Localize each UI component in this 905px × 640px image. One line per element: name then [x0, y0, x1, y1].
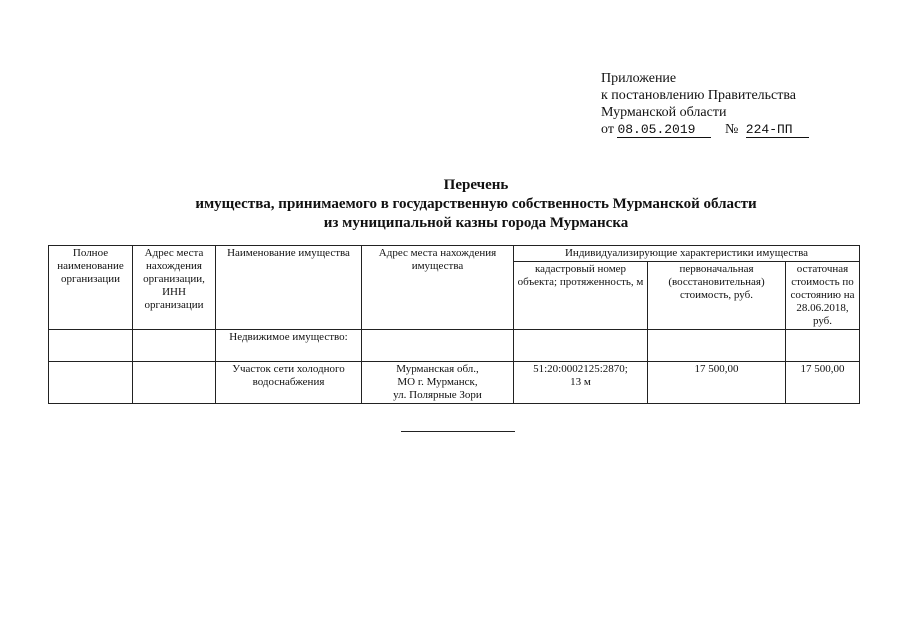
- date-value: 08.05.2019: [617, 122, 696, 137]
- address-line: ул. Полярные Зори: [393, 389, 482, 401]
- header-row: [49, 246, 860, 262]
- cell-property-address: [362, 362, 514, 404]
- table-row: [49, 362, 860, 404]
- number-sign: №: [724, 122, 739, 137]
- title-line-3: из муниципальной казны города Мурманска: [323, 215, 629, 231]
- number-field: [746, 122, 809, 138]
- appendix-date-line: [601, 121, 809, 138]
- table-cell: [786, 330, 860, 362]
- header-org-name: Полное наименование организации: [49, 246, 133, 330]
- document-title: [0, 176, 905, 233]
- address-line: МО г. Мурманск,: [397, 376, 478, 388]
- number-value: 224-ПП: [745, 122, 793, 137]
- table-cell: [133, 330, 216, 362]
- cadastral-number: 51:20:0002125:2870;: [533, 363, 628, 375]
- table-cell: [514, 330, 648, 362]
- length-value: 13 м: [570, 376, 591, 388]
- date-field: [617, 122, 711, 138]
- header-org-address: Адрес места нахождения организации, ИНН организации: [133, 246, 216, 330]
- header-property-name: Наименование имущества: [216, 246, 362, 330]
- cell-initial-cost: 17 500,00: [648, 362, 786, 404]
- appendix-region-line: Мурманской области: [601, 105, 727, 120]
- cell-cadastral: [514, 362, 648, 404]
- appendix-title: Приложение: [601, 71, 677, 86]
- appendix-block: [601, 70, 809, 138]
- table-cell: [49, 330, 133, 362]
- header-initial-cost: первоначальная (восстановительная) стоимость, руб.: [648, 262, 786, 330]
- title-line-1: Перечень: [443, 177, 509, 193]
- address-line: Мурманская обл.,: [396, 363, 479, 375]
- cell-residual-cost: 17 500,00: [786, 362, 860, 404]
- section-row: [49, 330, 860, 362]
- cell-org-address: [133, 362, 216, 404]
- table-cell: [362, 330, 514, 362]
- header-property-address: Адрес места нахождения имущества: [362, 246, 514, 330]
- closing-rule: [401, 431, 515, 432]
- header-residual-cost: остаточная стоимость по состоянию на 28.06.2018, руб.: [786, 262, 860, 330]
- cell-org-name: [49, 362, 133, 404]
- appendix-resolution-line: к постановлению Правительства: [601, 88, 797, 103]
- cell-property-name: Участок сети холодного водоснабжения: [216, 362, 362, 404]
- table-cell: [648, 330, 786, 362]
- date-prefix: от: [601, 122, 614, 137]
- header-characteristics-group: Индивидуализирующие характеристики имущества: [514, 246, 860, 262]
- section-label: Недвижимое имущество:: [216, 330, 362, 362]
- property-table: [48, 245, 860, 404]
- header-cadastral: кадастровый номер объекта; протяженность, м: [514, 262, 648, 330]
- title-line-2: имущества, принимаемого в государственную собственность Мурманской области: [195, 196, 757, 212]
